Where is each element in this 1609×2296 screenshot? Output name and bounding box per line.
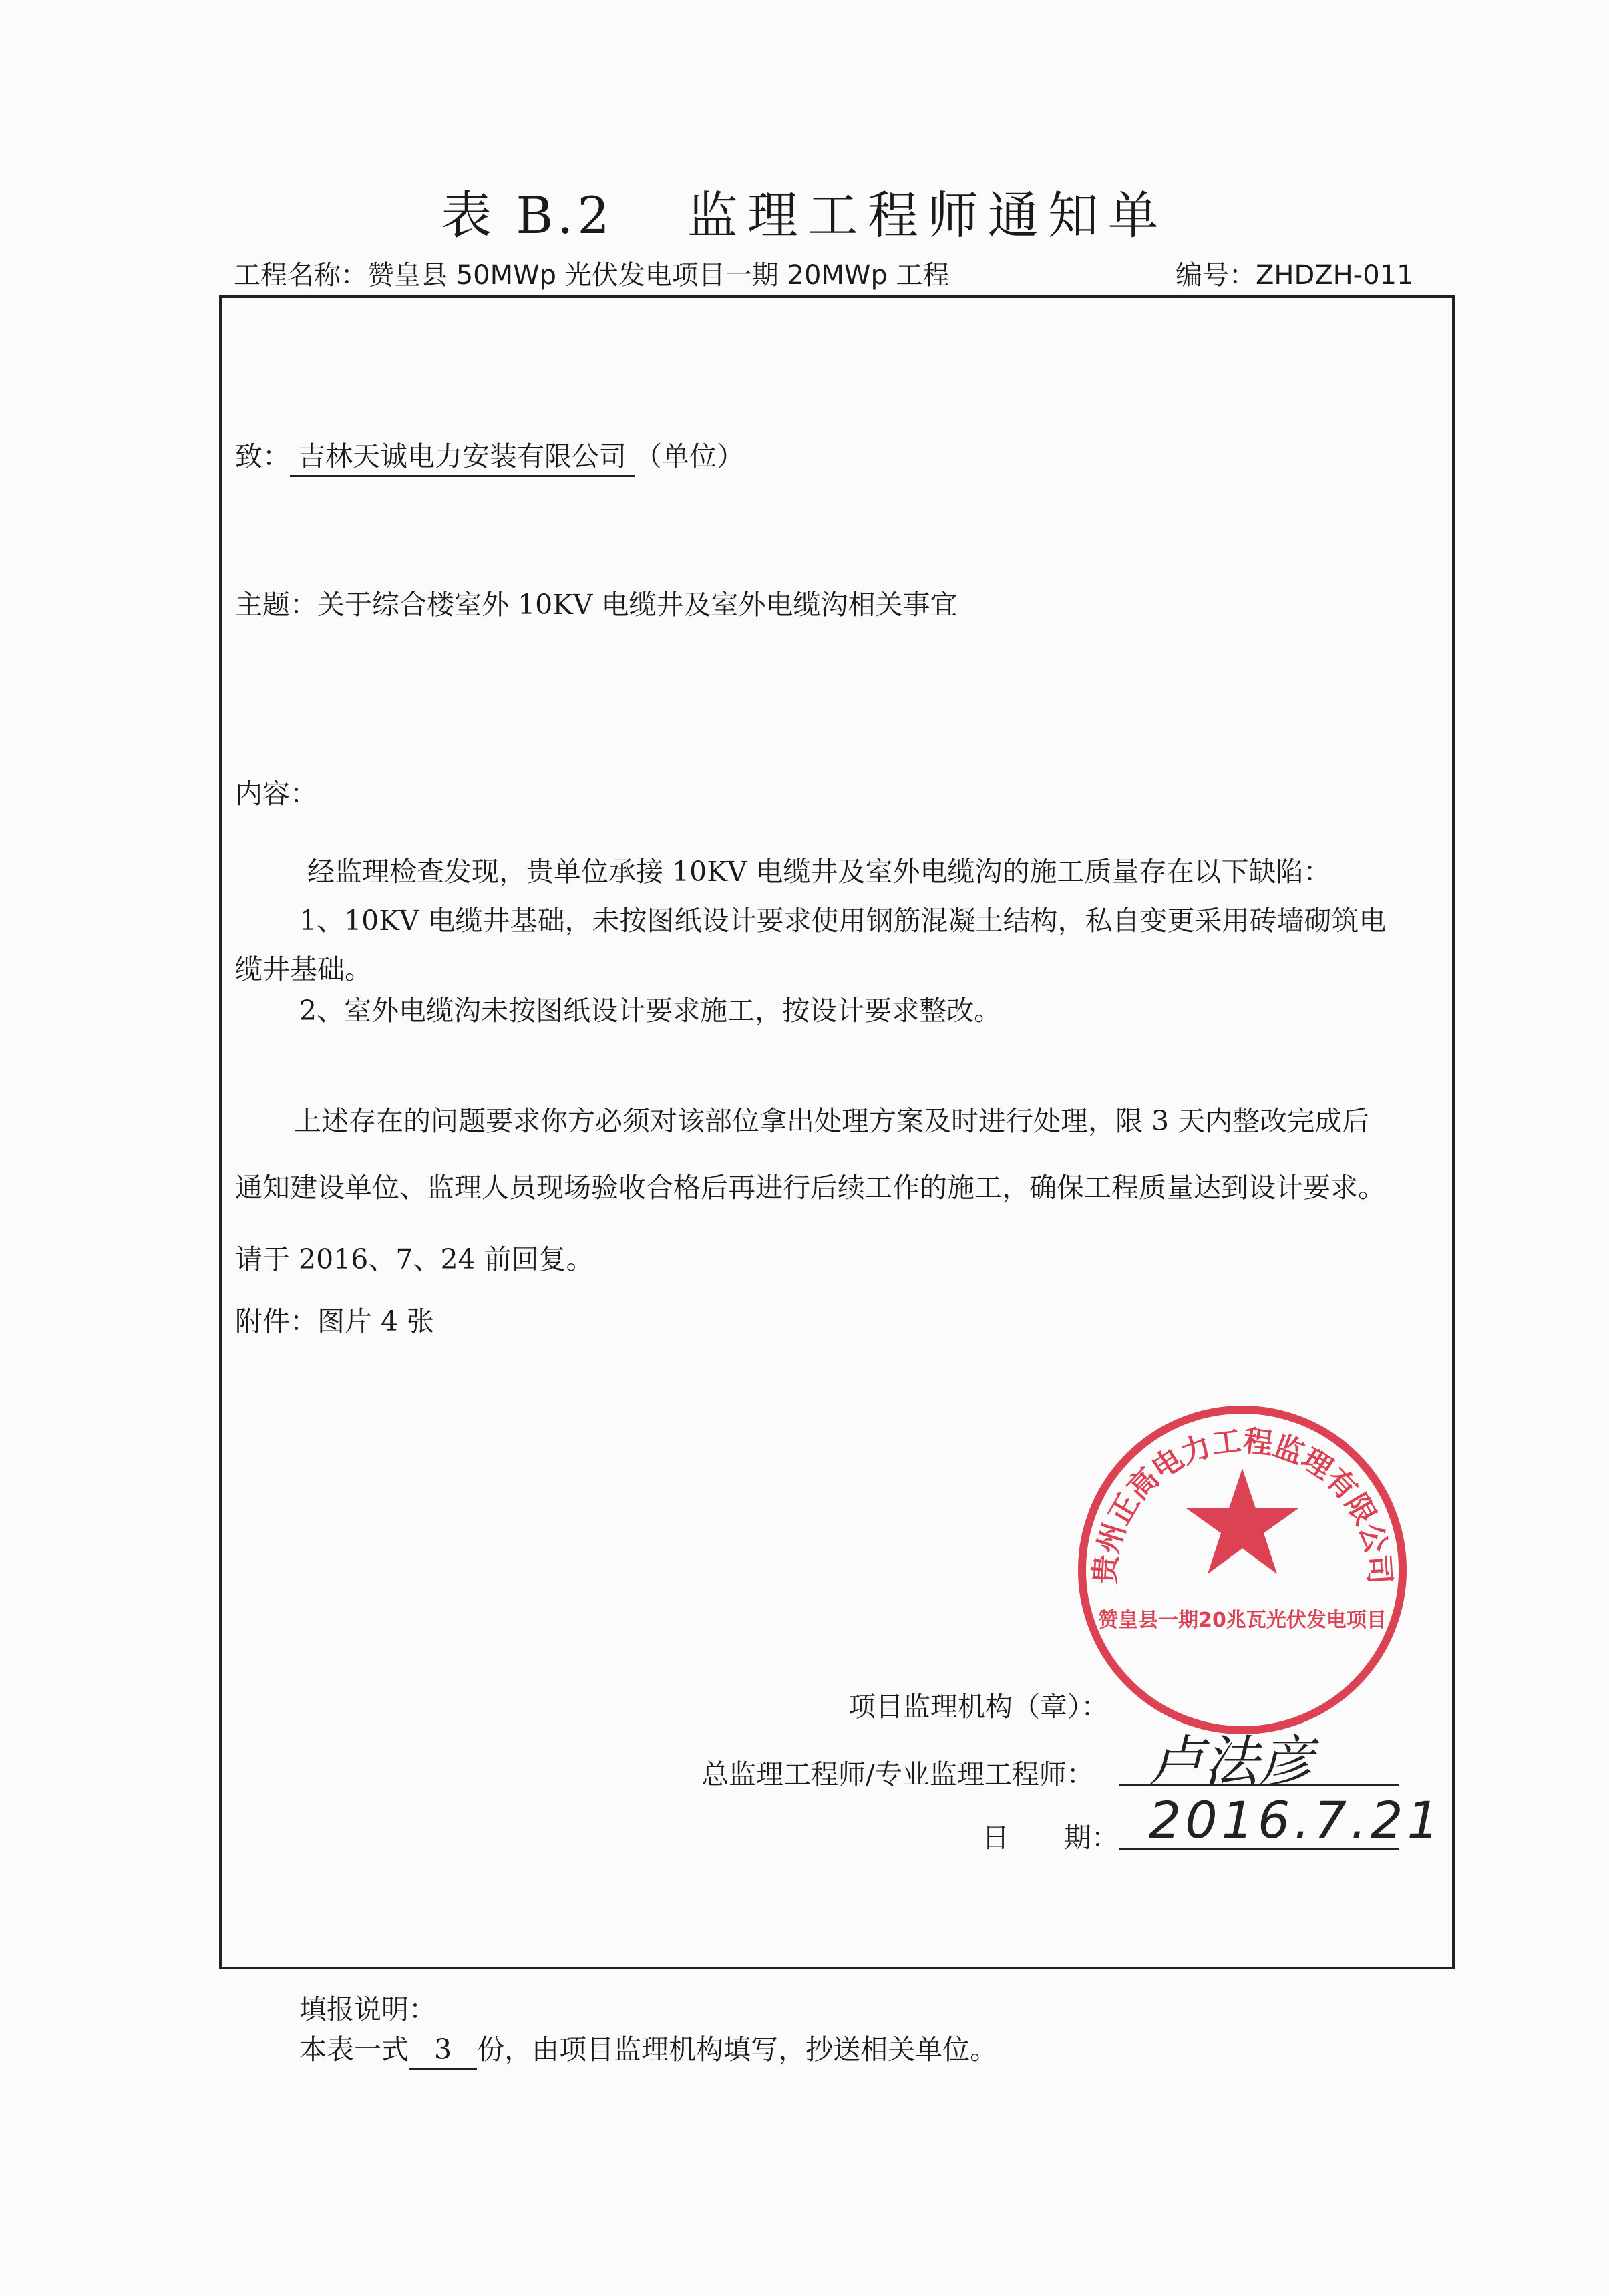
unit-suffix: （单位） <box>635 440 744 472</box>
serial-number: ZHDZH-011 <box>1256 260 1414 291</box>
date-label: 日 期： <box>982 1822 1119 1854</box>
signed-date: 2016.7.21 <box>1149 1790 1443 1850</box>
attachment-note: 附件：图片 4 张 <box>235 1305 435 1337</box>
form-name: 监理工程师通知单 <box>687 186 1168 245</box>
recipient-row <box>235 434 744 474</box>
project-label: 工程名称： <box>234 260 367 291</box>
reply-deadline: 请于 2016、7、24 前回复。 <box>235 1243 594 1275</box>
recipient-name: 吉林天诚电力安装有限公司 <box>290 440 635 477</box>
notes-suffix: 份，由项目监理机构填写，抄送相关单位。 <box>477 2033 998 2066</box>
requirement-line-1: 上述存在的问题要求你方必须对该部位拿出处理方案及时进行处理，限 3 天内整改完成后 <box>294 1105 1370 1137</box>
to-label: 致： <box>235 440 290 472</box>
star-icon <box>1186 1468 1298 1574</box>
serial-number-row <box>1176 254 1414 292</box>
requirement-line-2: 通知建设单位、监理人员现场验收合格后再进行后续工作的施工，确保工程质量达到设计要求。 <box>235 1172 1385 1204</box>
content-label: 内容： <box>235 778 317 810</box>
seal-ring-text: 贵州正高电力工程监理有限公司 <box>1088 1424 1397 1585</box>
content-intro: 经监理检查发现，贵单位承接 10KV 电缆井及室外电缆沟的施工质量存在以下缺陷： <box>307 856 1331 888</box>
copies-count: 3 <box>409 2033 477 2070</box>
official-seal <box>1069 1396 1416 1744</box>
number-label: 编号： <box>1176 260 1256 291</box>
subject-label: 主题： <box>235 589 317 621</box>
defect-item-2: 2、室外电缆沟未按图纸设计要求施工，按设计要求整改。 <box>299 995 1002 1027</box>
notes-text <box>299 2027 997 2067</box>
document-title <box>0 175 1609 248</box>
engineer-signature: 卢法彦 <box>1149 1730 1313 1794</box>
project-name: 赞皇县 50MWp 光伏发电项目一期 20MWp 工程 <box>367 260 950 291</box>
org-seal-label: 项目监理机构（章）： <box>848 1691 1109 1723</box>
subject-text: 关于综合楼室外 10KV 电缆井及室外电缆沟相关事宜 <box>317 589 958 621</box>
project-name-row <box>234 254 950 292</box>
form-code: 表 B.2 <box>441 186 614 245</box>
engineer-label: 总监理工程师/专业监理工程师： <box>701 1758 1094 1790</box>
defect-item-1: 1、10KV 电缆井基础，未按图纸设计要求使用钢筋混凝土结构，私自变更采用砖墙砌筑电 <box>299 905 1387 937</box>
defect-item-1-cont: 缆井基础。 <box>235 953 372 985</box>
notes-label: 填报说明： <box>299 1993 436 2025</box>
seal-inner-text: 赞皇县一期20兆瓦光伏发电项目 <box>1098 1609 1387 1632</box>
notes-prefix: 本表一式 <box>299 2033 409 2066</box>
subject-row <box>235 583 957 622</box>
